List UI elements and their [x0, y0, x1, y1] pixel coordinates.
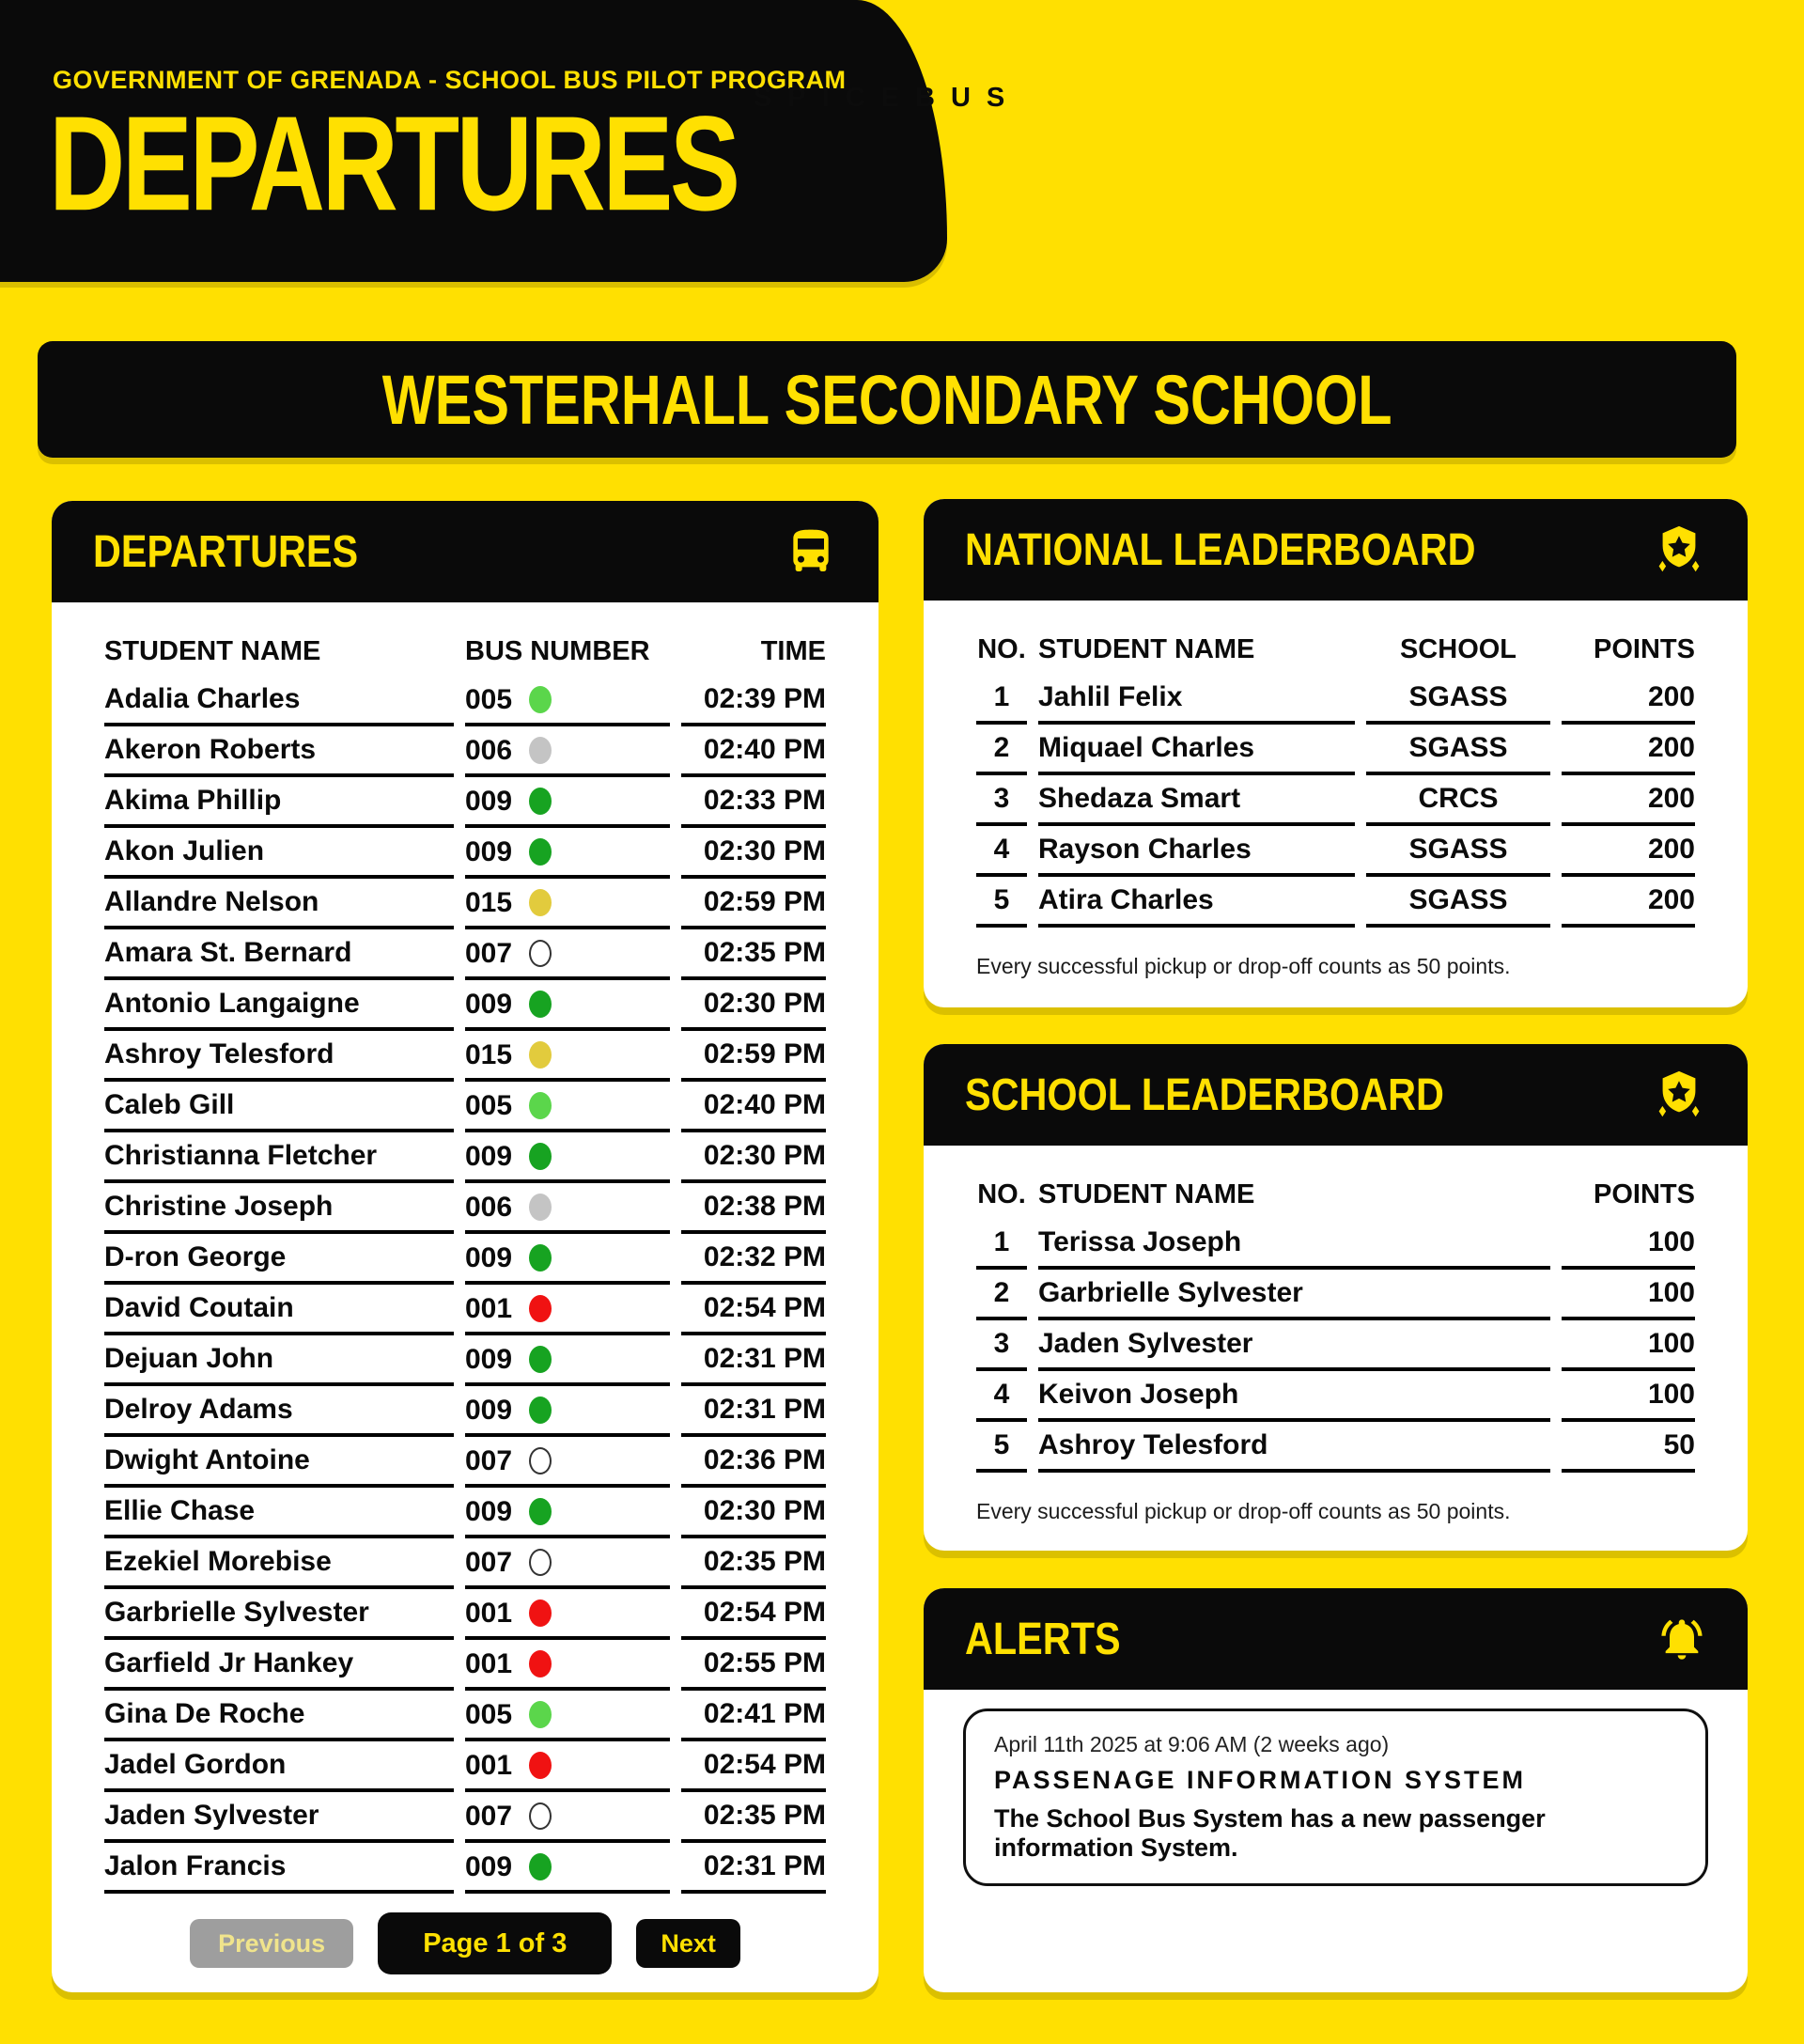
student-name-cell: Amara St. Bernard: [104, 929, 454, 980]
column-header-student-name: STUDENT NAME: [1038, 1178, 1255, 1209]
departure-row: [104, 1335, 826, 1386]
award-shield-icon: [1652, 1068, 1706, 1122]
student-name-cell: Miquael Charles: [1038, 725, 1355, 775]
departure-time-cell: 02:35 PM: [681, 1792, 826, 1843]
rank-cell: 3: [976, 775, 1027, 826]
bus-number: 007: [465, 1444, 513, 1476]
departures-table: [93, 627, 837, 1894]
departure-row: [104, 676, 826, 726]
bus-number: 009: [465, 835, 513, 867]
bus-number: 009: [465, 1495, 513, 1527]
bus-status-dot: [529, 1041, 552, 1069]
leaderboard-row: [976, 877, 1695, 928]
student-name-cell: Shedaza Smart: [1038, 775, 1355, 826]
column-header-no: NO.: [977, 633, 1026, 664]
departure-time-cell: 02:31 PM: [681, 1843, 826, 1894]
departure-time-cell: 02:31 PM: [681, 1386, 826, 1437]
points-cell: 200: [1562, 775, 1695, 826]
departures-panel-header: [52, 501, 879, 602]
column-header-points: POINTS: [1594, 633, 1695, 664]
leaderboard-row: [976, 725, 1695, 775]
alerts-list: [924, 1690, 1748, 1905]
bus-status-dot: [529, 686, 552, 713]
bus-number-cell: [465, 1183, 670, 1234]
departure-time-cell: 02:35 PM: [681, 929, 826, 980]
departure-row: [104, 1386, 826, 1437]
points-cell: 100: [1562, 1371, 1695, 1422]
student-name-cell: Ashroy Telesford: [1038, 1422, 1550, 1473]
bus-number-cell: [465, 1538, 670, 1589]
bus-number-cell: [465, 828, 670, 879]
departure-time-cell: 02:30 PM: [681, 1488, 826, 1538]
bus-number: 007: [465, 1546, 513, 1578]
student-name-cell: Allandre Nelson: [104, 879, 454, 929]
school-leaderboard-body: [976, 1219, 1695, 1473]
leaderboard-row: [976, 674, 1695, 725]
student-name-cell: Garbrielle Sylvester: [104, 1589, 454, 1640]
bus-status-dot: [529, 1752, 552, 1779]
bus-number: 006: [465, 734, 513, 766]
rank-cell: 5: [976, 1422, 1027, 1473]
leaderboard-row: [976, 826, 1695, 877]
bus-number: 005: [465, 683, 513, 715]
bus-number-cell: [465, 1792, 670, 1843]
bus-status-dot: [529, 737, 552, 764]
student-name-cell: Jalon Francis: [104, 1843, 454, 1894]
rank-cell: 4: [976, 826, 1027, 877]
bus-number: 009: [465, 988, 513, 1020]
bus-number: 009: [465, 1140, 513, 1172]
departure-time-cell: 02:59 PM: [681, 1031, 826, 1082]
leaderboard-row: [976, 1320, 1695, 1371]
student-name-cell: Dejuan John: [104, 1335, 454, 1386]
bus-status-dot: [529, 1549, 552, 1576]
bus-number: 007: [465, 1800, 513, 1832]
student-name-cell: Jadel Gordon: [104, 1741, 454, 1792]
rank-cell: 1: [976, 674, 1027, 725]
bus-status-dot: [529, 991, 552, 1018]
bus-number-cell: [465, 1082, 670, 1132]
bus-number-cell: [465, 1031, 670, 1082]
departure-row: [104, 1792, 826, 1843]
bus-number-cell: [465, 1437, 670, 1488]
rank-cell: 1: [976, 1219, 1027, 1270]
national-leaderboard-panel: [924, 499, 1748, 1007]
departure-row: [104, 828, 826, 879]
student-name-cell: Christianna Fletcher: [104, 1132, 454, 1183]
bus-status-dot: [529, 1143, 552, 1170]
school-cell: SGASS: [1366, 826, 1550, 877]
points-cell: 200: [1562, 725, 1695, 775]
bus-number-cell: [465, 1488, 670, 1538]
departure-row: [104, 1031, 826, 1082]
bus-icon: [785, 525, 837, 578]
departure-time-cell: 02:40 PM: [681, 1082, 826, 1132]
bus-number-cell: [465, 1285, 670, 1335]
departure-time-cell: 02:31 PM: [681, 1335, 826, 1386]
bus-number-cell: [465, 1132, 670, 1183]
student-name-cell: Ellie Chase: [104, 1488, 454, 1538]
bus-status-dot: [529, 1853, 552, 1880]
page-indicator-button[interactable]: Page 1 of 3: [378, 1912, 612, 1974]
departure-time-cell: 02:40 PM: [681, 726, 826, 777]
rank-cell: 2: [976, 1270, 1027, 1320]
departure-row: [104, 980, 826, 1031]
student-name-cell: Garbrielle Sylvester: [1038, 1270, 1550, 1320]
departure-row: [104, 1285, 826, 1335]
alert-title: PASSENAGE INFORMATION SYSTEM: [994, 1766, 1527, 1794]
student-name-cell: Keivon Joseph: [1038, 1371, 1550, 1422]
bus-status-dot: [529, 940, 552, 967]
bus-number-cell: [465, 929, 670, 980]
leaderboard-row: [976, 1219, 1695, 1270]
student-name-cell: Ezekiel Morebise: [104, 1538, 454, 1589]
departure-row: [104, 1741, 826, 1792]
alert-item: [963, 1709, 1708, 1886]
previous-page-button[interactable]: Previous: [190, 1919, 353, 1968]
bus-status-dot: [529, 1244, 552, 1272]
bus-number: 009: [465, 1394, 513, 1426]
school-leaderboard-panel: [924, 1044, 1748, 1551]
departure-time-cell: 02:36 PM: [681, 1437, 826, 1488]
page-title: DEPARTURES: [49, 88, 738, 240]
student-name-cell: Dwight Antoine: [104, 1437, 454, 1488]
column-header-time: TIME: [760, 635, 826, 666]
student-name-cell: Gina De Roche: [104, 1691, 454, 1741]
alert-timestamp: April 11th 2025 at 9:06 AM (2 weeks ago): [994, 1732, 1390, 1756]
student-name-cell: Christine Joseph: [104, 1183, 454, 1234]
school-leaderboard-title: SCHOOL LEADERBOARD: [965, 1068, 1444, 1120]
bus-number-cell: [465, 879, 670, 929]
departure-time-cell: 02:30 PM: [681, 980, 826, 1031]
departure-time-cell: 02:55 PM: [681, 1640, 826, 1691]
bus-status-dot: [529, 1346, 552, 1373]
departure-time-cell: 02:54 PM: [681, 1589, 826, 1640]
rank-cell: 3: [976, 1320, 1027, 1371]
leaderboard-row: [976, 775, 1695, 826]
student-name-cell: Ashroy Telesford: [104, 1031, 454, 1082]
bus-number: 006: [465, 1191, 513, 1223]
bus-number: 001: [465, 1597, 513, 1629]
departure-time-cell: 02:39 PM: [681, 676, 826, 726]
student-name-cell: Caleb Gill: [104, 1082, 454, 1132]
bus-number-cell: [465, 1335, 670, 1386]
departure-time-cell: 02:54 PM: [681, 1285, 826, 1335]
bus-number-cell: [465, 1234, 670, 1285]
school-cell: SGASS: [1366, 725, 1550, 775]
column-header-points: POINTS: [1594, 1178, 1695, 1209]
departure-time-cell: 02:59 PM: [681, 879, 826, 929]
leaderboard-row: [976, 1422, 1695, 1473]
school-leaderboard-header: [924, 1044, 1748, 1146]
departure-row: [104, 726, 826, 777]
points-cell: 100: [1562, 1270, 1695, 1320]
points-cell: 100: [1562, 1320, 1695, 1371]
alerts-panel: [924, 1588, 1748, 1992]
bus-status-dot: [529, 1295, 552, 1322]
school-cell: SGASS: [1366, 674, 1550, 725]
bus-status-dot: [529, 1802, 552, 1830]
departure-time-cell: 02:33 PM: [681, 777, 826, 828]
bus-number-cell: [465, 726, 670, 777]
bus-number-cell: [465, 1640, 670, 1691]
alerts-panel-header: [924, 1588, 1748, 1690]
points-footnote: Every successful pickup or drop-off counts as 50 points.: [976, 1499, 1511, 1523]
bus-status-dot: [529, 1701, 552, 1728]
departure-row: [104, 1843, 826, 1894]
bus-status-dot: [529, 838, 552, 866]
student-name-cell: Adalia Charles: [104, 676, 454, 726]
student-name-cell: Akeron Roberts: [104, 726, 454, 777]
departures-panel-title: DEPARTURES: [93, 524, 359, 577]
departure-time-cell: 02:54 PM: [681, 1741, 826, 1792]
bus-number-cell: [465, 1589, 670, 1640]
student-name-cell: Rayson Charles: [1038, 826, 1355, 877]
bus-number-cell: [465, 1691, 670, 1741]
departure-time-cell: 02:30 PM: [681, 828, 826, 879]
bus-number: 005: [465, 1089, 513, 1121]
alerts-panel-title: ALERTS: [965, 1612, 1121, 1664]
departure-row: [104, 879, 826, 929]
national-leaderboard-header-row: [976, 625, 1695, 674]
hero-header: [0, 0, 947, 282]
student-name-cell: Garfield Jr Hankey: [104, 1640, 454, 1691]
column-header-student-name: STUDENT NAME: [1038, 633, 1255, 664]
student-name-cell: David Coutain: [104, 1285, 454, 1335]
column-header-school: SCHOOL: [1399, 633, 1517, 664]
departure-row: [104, 1234, 826, 1285]
bell-icon: [1657, 1615, 1706, 1663]
rank-cell: 5: [976, 877, 1027, 928]
school-cell: CRCS: [1366, 775, 1550, 826]
bus-number-cell: [465, 1386, 670, 1437]
departure-row: [104, 1538, 826, 1589]
departure-row: [104, 1082, 826, 1132]
bus-status-dot: [529, 1650, 552, 1677]
departure-time-cell: 02:30 PM: [681, 1132, 826, 1183]
departures-panel: [52, 501, 879, 1992]
bus-number: 015: [465, 1038, 513, 1070]
next-page-button[interactable]: Next: [636, 1919, 740, 1968]
school-leaderboard-table: [965, 1170, 1706, 1473]
points-cell: 200: [1562, 877, 1695, 928]
bus-number-cell: [465, 1741, 670, 1792]
departure-row: [104, 777, 826, 828]
bus-number-cell: [465, 777, 670, 828]
bus-number: 007: [465, 937, 513, 969]
bus-number-cell: [465, 676, 670, 726]
brand-wordmark: SPICEBUS: [754, 83, 1021, 113]
bus-status-dot: [529, 1599, 552, 1627]
bus-status-dot: [529, 1447, 552, 1474]
alert-message: The School Bus System has a new passenger information System.: [994, 1804, 1546, 1862]
school-leaderboard-header-row: [976, 1170, 1695, 1219]
pagination: [52, 1912, 879, 1974]
award-shield-icon: [1652, 523, 1706, 577]
departure-time-cell: 02:32 PM: [681, 1234, 826, 1285]
departure-row: [104, 1488, 826, 1538]
points-cell: 100: [1562, 1219, 1695, 1270]
national-leaderboard-body: [976, 674, 1695, 928]
student-name-cell: Delroy Adams: [104, 1386, 454, 1437]
bus-number: 001: [465, 1749, 513, 1781]
column-header-student-name: STUDENT NAME: [104, 635, 321, 666]
points-footnote: Every successful pickup or drop-off counts as 50 points.: [976, 954, 1511, 978]
rank-cell: 4: [976, 1371, 1027, 1422]
bus-number: 009: [465, 1850, 513, 1882]
bus-number-cell: [465, 1843, 670, 1894]
bus-number: 009: [465, 785, 513, 817]
departure-time-cell: 02:38 PM: [681, 1183, 826, 1234]
national-leaderboard-table: [965, 625, 1706, 928]
departure-row: [104, 929, 826, 980]
bus-number: 009: [465, 1343, 513, 1375]
points-cell: 200: [1562, 826, 1695, 877]
bus-number-cell: [465, 980, 670, 1031]
bus-status-dot: [529, 1498, 552, 1525]
student-name-cell: Akon Julien: [104, 828, 454, 879]
departure-row: [104, 1437, 826, 1488]
departures-table-body: [104, 676, 826, 1894]
bus-status-dot: [529, 1194, 552, 1221]
departure-row: [104, 1183, 826, 1234]
leaderboard-row: [976, 1371, 1695, 1422]
points-cell: 50: [1562, 1422, 1695, 1473]
student-name-cell: Akima Phillip: [104, 777, 454, 828]
rank-cell: 2: [976, 725, 1027, 775]
bus-number: 005: [465, 1698, 513, 1730]
departures-table-header-row: [104, 627, 826, 676]
national-leaderboard-header: [924, 499, 1748, 601]
departure-time-cell: 02:41 PM: [681, 1691, 826, 1741]
student-name-cell: Jaden Sylvester: [104, 1792, 454, 1843]
student-name-cell: Atira Charles: [1038, 877, 1355, 928]
departure-row: [104, 1132, 826, 1183]
school-cell: SGASS: [1366, 877, 1550, 928]
school-name: WESTERHALL SECONDARY SCHOOL: [381, 360, 1392, 439]
student-name-cell: Terissa Joseph: [1038, 1219, 1550, 1270]
bus-status-dot: [529, 1092, 552, 1119]
bus-number: 015: [465, 886, 513, 918]
bus-status-dot: [529, 788, 552, 815]
student-name-cell: D-ron George: [104, 1234, 454, 1285]
student-name-cell: Jaden Sylvester: [1038, 1320, 1550, 1371]
departure-row: [104, 1589, 826, 1640]
student-name-cell: Jahlil Felix: [1038, 674, 1355, 725]
departure-time-cell: 02:35 PM: [681, 1538, 826, 1589]
school-banner: [38, 341, 1736, 458]
student-name-cell: Antonio Langaigne: [104, 980, 454, 1031]
points-cell: 200: [1562, 674, 1695, 725]
column-header-bus-number: BUS NUMBER: [465, 635, 650, 666]
leaderboard-row: [976, 1270, 1695, 1320]
national-leaderboard-title: NATIONAL LEADERBOARD: [965, 523, 1476, 575]
bus-status-dot: [529, 1396, 552, 1424]
bus-status-dot: [529, 889, 552, 916]
bus-number: 001: [465, 1292, 513, 1324]
departure-row: [104, 1691, 826, 1741]
bus-number: 009: [465, 1241, 513, 1273]
departure-row: [104, 1640, 826, 1691]
bus-number: 001: [465, 1647, 513, 1679]
column-header-no: NO.: [977, 1178, 1026, 1209]
program-label: GOVERNMENT OF GRENADA - SCHOOL BUS PILOT PROGRAM: [53, 66, 847, 94]
